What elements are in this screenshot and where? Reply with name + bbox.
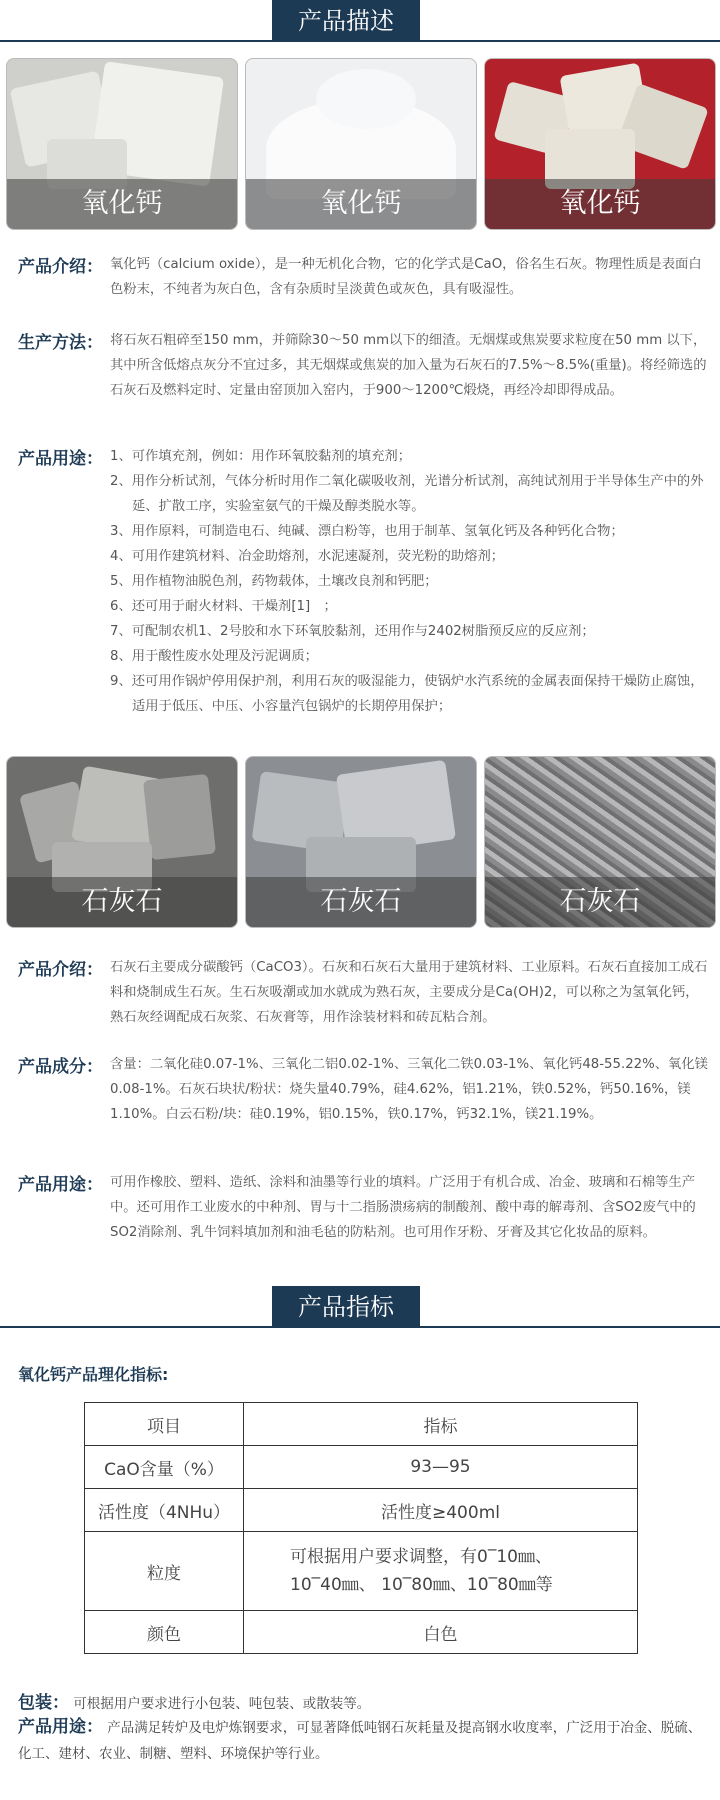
list-item: 8、用于酸性废水处理及污泥调质；	[110, 649, 318, 664]
cao-photo-caption: 氧化钙	[485, 179, 715, 229]
table-row	[85, 1489, 638, 1532]
final-use-block	[18, 1714, 708, 1767]
list-item: 6、还可用于耐火材料、干燥剂[1] ；	[110, 599, 337, 614]
section-title: 产品指标	[272, 1286, 420, 1328]
limestone-photo-2	[245, 756, 477, 928]
section-title: 产品描述	[272, 0, 420, 42]
limestone-intro-text: 石灰石主要成分碳酸钙（CaCO3）。石灰和石灰石大量用于建筑材料、工业原料。石灰石直接加工成石料和烧制成生石灰。生石灰吸潮或加水就成为熟石灰，主要成分是Ca(OH)2，可以称之为氢氧化钙，熟石灰经调配成石灰浆、石灰膏等，用作涂装材料和砖瓦粘合剂。	[110, 960, 708, 1025]
cao-method-text: 将石灰石粗碎至150 mm，并筛除30～50 mm以下的细渣。无烟煤或焦炭要求粒度在50 mm 以下，其中所含低熔点灰分不宜过多，其无烟煤或焦炭的加入量为石灰石的7.5%～8.5%(重量)。将经筛选的石灰石及燃料定时、定量由窑顶加入窑内，于900～1200℃煅烧，再经冷却即得成品。	[110, 333, 707, 398]
table-row	[85, 1532, 638, 1611]
final-use-text: 产品满足转炉及电炉炼钢要求，可显著降低吨钢石灰耗量及提高钢水收度率，广泛用于冶金、脱硫、化工、建材、农业、制糖、塑料、环境保护等行业。	[18, 1720, 702, 1762]
table-cell: 活性度（4NHu）	[85, 1489, 244, 1532]
limestone-use-block	[18, 1170, 708, 1245]
limestone-photo-caption: 石灰石	[485, 877, 715, 927]
final-use-label: 产品用途：	[18, 1717, 103, 1737]
table-cell: 粒度	[85, 1532, 244, 1611]
list-item: 2、用作分析试剂，气体分析时用作二氧化碳吸收剂，光谱分析试剂，高纯试剂用于半导体生产中的外延、扩散工序，实验室氨气的干燥及醇类脱水等。	[110, 474, 704, 514]
limestone-use-text: 可用作橡胶、塑料、造纸、涂料和油墨等行业的填料。广泛用于有机合成、冶金、玻璃和石棉等生产中。还可用作工业废水的中种剂、胃与十二指肠溃疡病的制酸剂、酸中毒的解毒剂、含SO2废气中的SO2消除剂、乳牛饲料填加剂和油毛毡的防粘剂。也可用作牙粉、牙膏及其它化妆品的原料。	[110, 1175, 696, 1240]
header-cell: 项目	[85, 1403, 244, 1446]
limestone-comp-text: 含量：二氧化硅0.07-1%、三氧化二铝0.02-1%、三氧化二铁0.03-1%、氧化钙48-55.22%、氧化镁0.08-1%。石灰石块状/粉状：烧失量40.79%，硅4.62%，铝1.21%，铁0.52%，钙50.16%，镁1.10%。白云石粉/块：硅0.19%，铝0.15%，铁0.17%，钙32.1%，镁21.19%。	[110, 1057, 708, 1122]
cao-photo-row	[6, 58, 716, 230]
list-item: 3、用作原料，可制造电石、纯碱、漂白粉等，也用于制革、氢氧化钙及各种钙化合物；	[110, 524, 624, 539]
table-cell: 颜色	[85, 1611, 244, 1654]
limestone-photo-caption: 石灰石	[246, 877, 476, 927]
table-cell: CaO含量（%）	[85, 1446, 244, 1489]
packaging-text: 可根据用户要求进行小包装、吨包装、或散装等。	[73, 1696, 371, 1712]
table-row	[85, 1446, 638, 1489]
list-item: 4、可用作建筑材料、冶金助熔剂，水泥速凝剂，荧光粉的助熔剂；	[110, 549, 505, 564]
limestone-photo-1	[6, 756, 238, 928]
packaging-block	[18, 1688, 708, 1713]
cao-photo-2	[245, 58, 477, 230]
limestone-photo-3	[484, 756, 716, 928]
table-row	[85, 1611, 638, 1654]
packaging-label: 包装：	[18, 1693, 69, 1713]
list-item: 1、可作填充剂，例如：用作环氧胶黏剂的填充剂；	[110, 449, 411, 464]
table-cell: 白色	[244, 1611, 638, 1654]
section-header-spec	[0, 1286, 720, 1332]
limestone-comp-label: 产品成分：	[18, 1057, 103, 1077]
cao-intro-text: 氧化钙（calcium oxide），是一种无机化合物，它的化学式是CaO，俗名生石灰。物理性质是表面白色粉末，不纯者为灰白色，含有杂质时呈淡黄色或灰色，具有吸湿性。	[110, 257, 702, 297]
cao-use-block	[18, 444, 708, 719]
spec-table	[84, 1402, 638, 1654]
cao-photo-caption: 氧化钙	[246, 179, 476, 229]
table-cell: 可根据用户要求调整，有0‾10㎜、10‾40㎜、 10‾80㎜、10‾80㎜等	[244, 1532, 638, 1611]
cao-use-list	[110, 444, 708, 719]
limestone-comp-block	[18, 1052, 708, 1127]
cao-intro-label: 产品介绍：	[18, 257, 103, 277]
cao-method-block	[18, 328, 708, 403]
limestone-intro-block	[18, 955, 708, 1030]
limestone-photo-row	[6, 756, 716, 928]
limestone-photo-caption: 石灰石	[7, 877, 237, 927]
header-cell: 指标	[244, 1403, 638, 1446]
section-header-description	[0, 0, 720, 46]
list-item: 7、可配制农机1、2号胶和水下环氧胶黏剂，还用作与2402树脂预反应的反应剂；	[110, 624, 595, 639]
table-cell: 活性度≥400ml	[244, 1489, 638, 1532]
cao-method-label: 生产方法：	[18, 333, 103, 353]
limestone-intro-label: 产品介绍：	[18, 960, 103, 980]
table-header-row	[85, 1403, 638, 1446]
limestone-use-label: 产品用途：	[18, 1175, 103, 1195]
cao-intro-block	[18, 252, 708, 302]
list-item: 5、用作植物油脱色剂，药物载体，土壤改良剂和钙肥；	[110, 574, 438, 589]
cao-photo-3	[484, 58, 716, 230]
cao-photo-1	[6, 58, 238, 230]
table-cell: 93—95	[244, 1446, 638, 1489]
cao-photo-caption: 氧化钙	[7, 179, 237, 229]
cao-use-label: 产品用途：	[18, 449, 103, 469]
table-title: 氧化钙产品理化指标:	[18, 1365, 169, 1384]
list-item: 9、还可用作锅炉停用保护剂，利用石灰的吸湿能力，使锅炉水汽系统的金属表面保持干燥防止腐蚀，适用于低压、中压、小容量汽包锅炉的长期停用保护；	[110, 674, 704, 714]
